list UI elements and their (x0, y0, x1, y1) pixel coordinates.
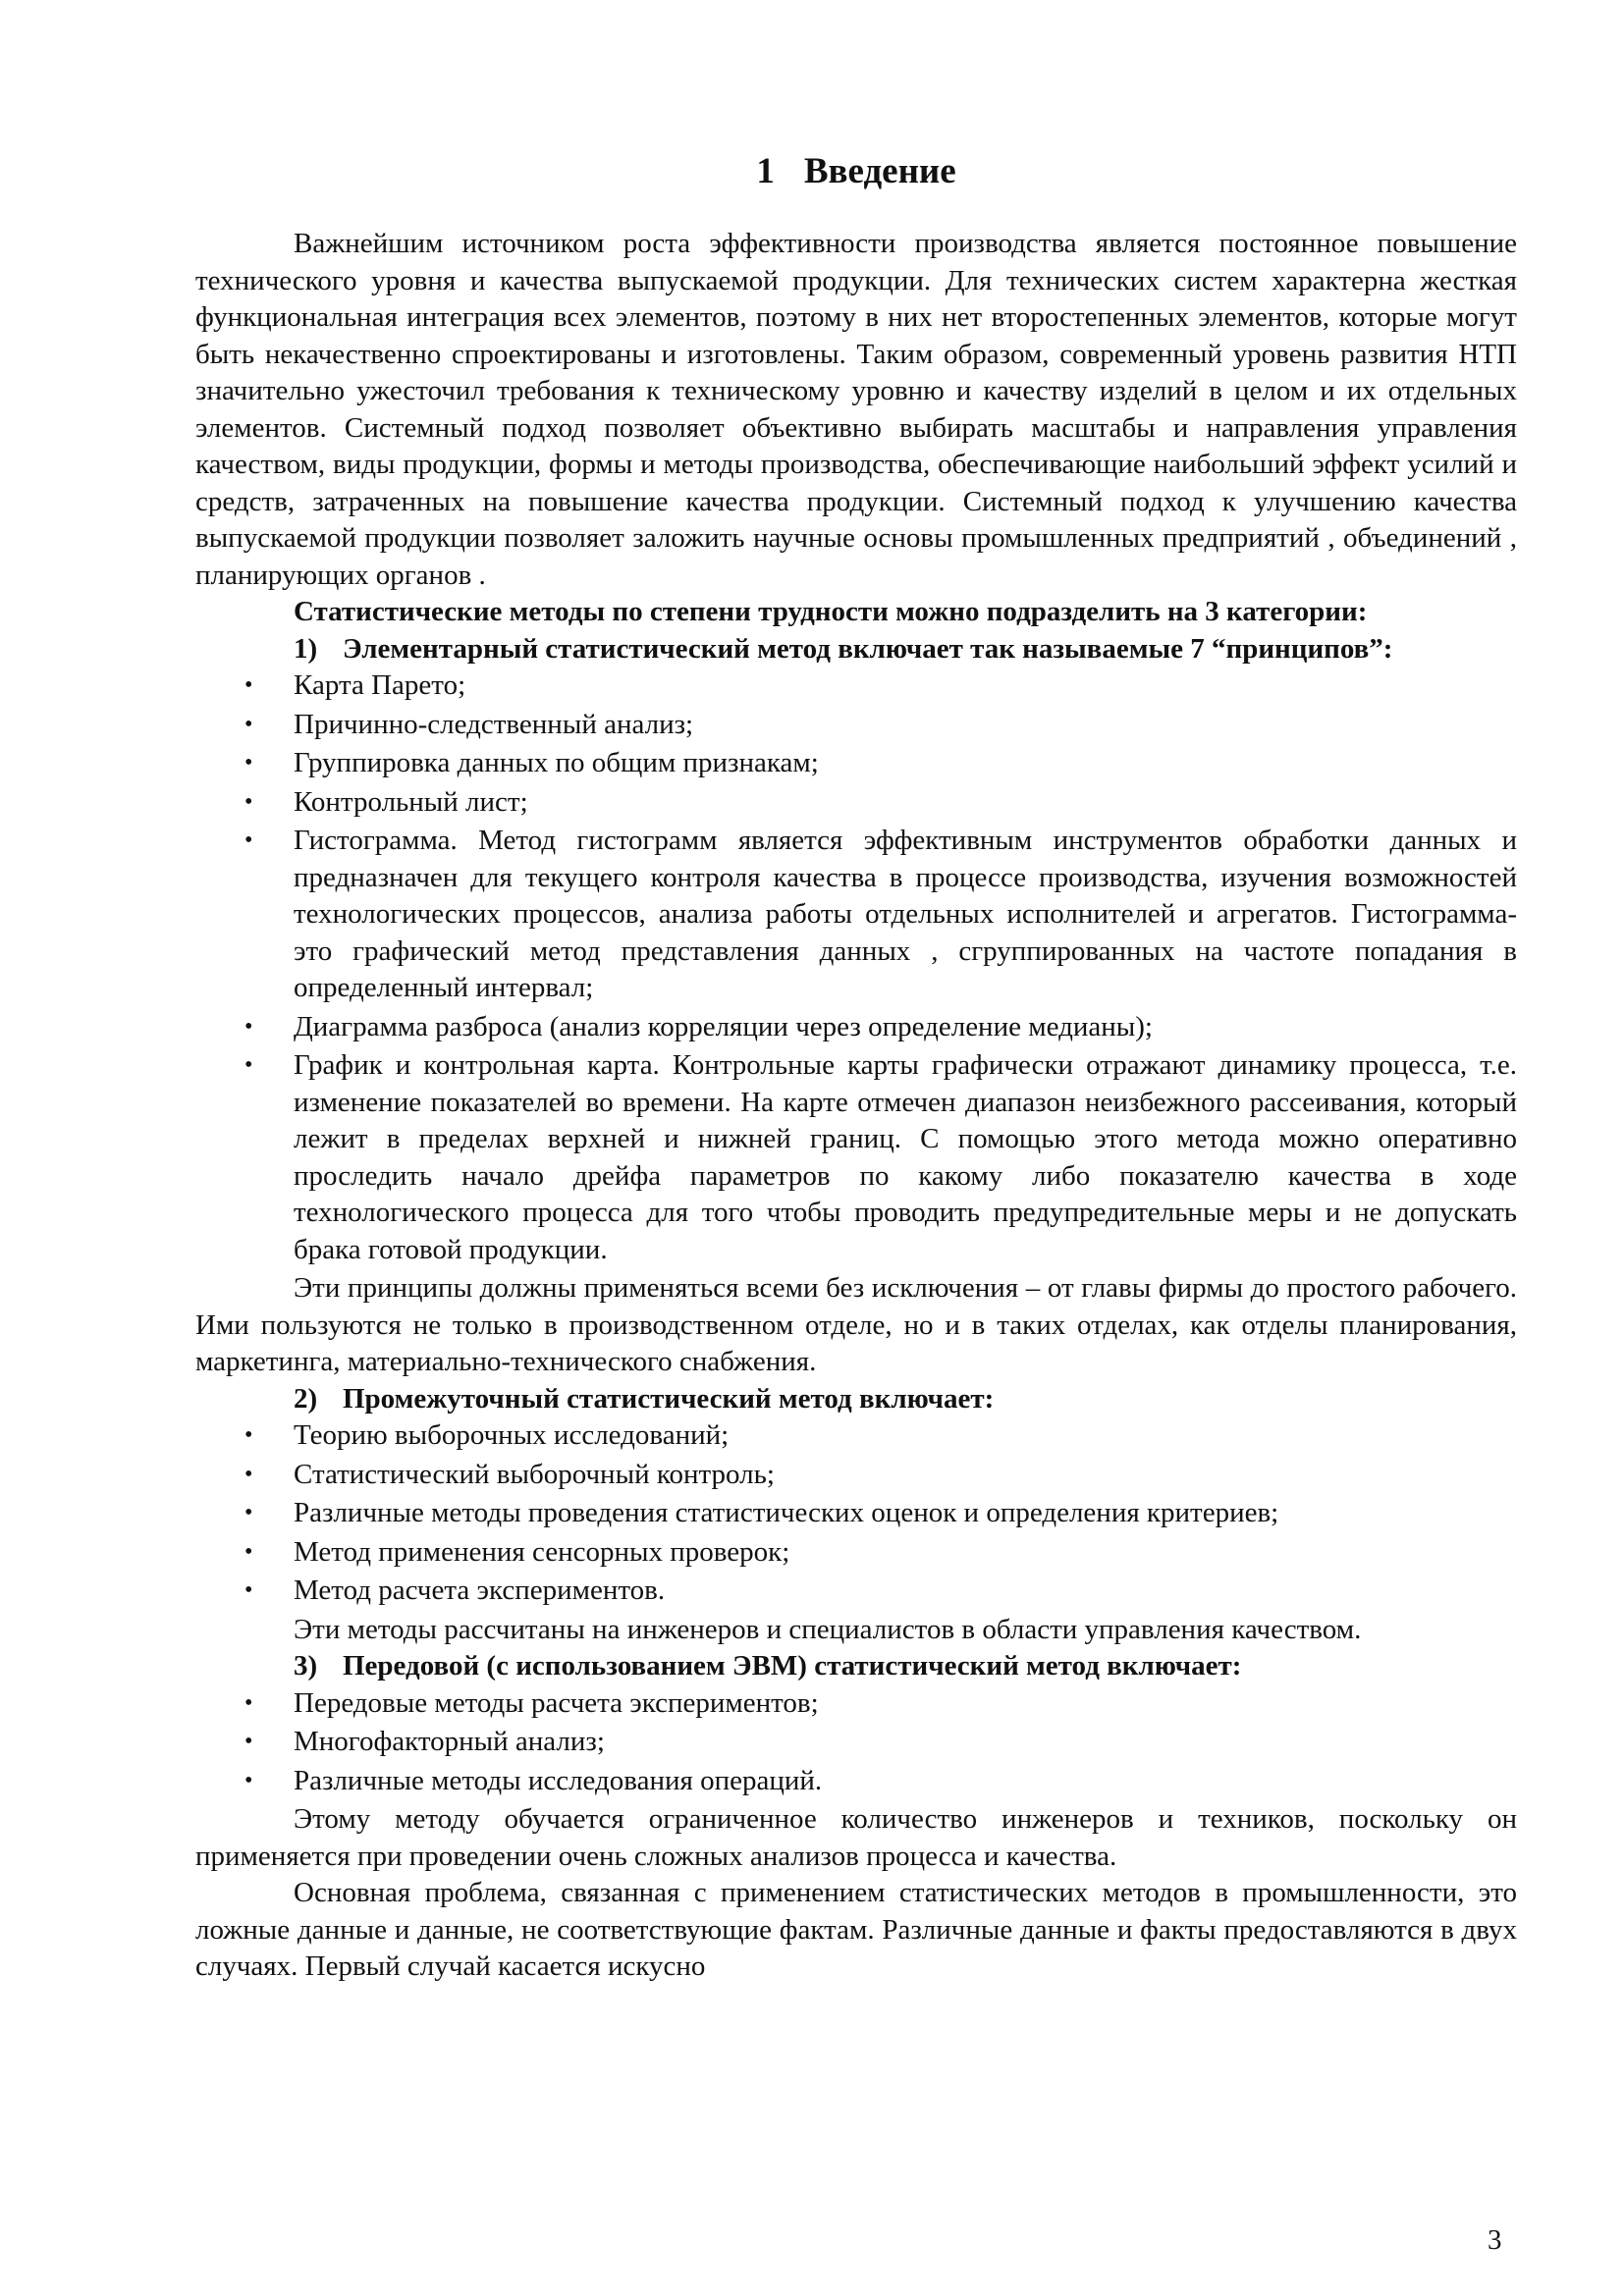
page-content (195, 147, 1517, 1986)
bullet-icon: • (244, 1767, 253, 1793)
bullet-icon: • (244, 1689, 253, 1716)
bullet-icon: • (244, 1052, 253, 1078)
categories-intro: Статистические методы по степени трудности можно подразделить на 3 категории: (294, 596, 1368, 627)
list-item: • Карта Парето; (244, 667, 1517, 705)
section-2-title-text: Промежуточный статистический метод включает: (343, 1382, 995, 1415)
list-item: • Метод применения сенсорных проверок; (244, 1534, 1517, 1572)
section-3-title-text: Передовой (с использованием ЭВМ) статистический метод включает: (343, 1650, 1242, 1682)
section-1-after: Эти принципы должны применяться всеми без исключения – от главы фирмы до простого рабочего. Ими пользуются не только в производственном отделе, но и в таких отделах, как отделы планирования, маркетинга, материально-технического снабжения. (195, 1272, 1517, 1377)
section-2-title (195, 1381, 1517, 1418)
list-item: • График и контрольная карта. Контрольные карты графически отражают динамику процесса, т.е. изменение показателей во времени. На карте отмечен диапазон неизбежного рассеивания, который лежит в пределах верхней и нижней границ. С помощью этого метода можно оперативно проследить начало дрейфа параметров по какому либо показателю качества в ходе технологического процесса для того чтобы проводить предупредительные меры и не допускать брака готовой продукции. (244, 1047, 1517, 1268)
bullet-icon: • (244, 828, 253, 853)
bullet-icon: • (244, 1729, 253, 1754)
section-3-after: Этому методу обучается ограниченное количество инженеров и техников, поскольку он применяется при проведении очень сложных анализов процесса и качества. (195, 1803, 1517, 1872)
bullet-icon: • (244, 788, 253, 815)
bullet-icon: • (244, 1500, 253, 1525)
list-item: • Гистограмма. Метод гистограмм является эффективным инструментов обработки данных и предназначен для текущего контроля качества в процессе производства, изучения возможностей технологических процессов, анализа работы отдельных исполнителей и агрегатов. Гистограмма- это графический метод представления данных , сгруппированных на частоте попадания в определенный интервал; (244, 823, 1517, 1007)
bullet-icon: • (244, 1422, 253, 1448)
chapter-number: 1 (756, 151, 775, 191)
list-item: • Передовые методы расчета экспериментов; (244, 1685, 1517, 1723)
bullet-icon: • (244, 750, 253, 775)
bullet-icon: • (244, 1013, 253, 1040)
page-number: 3 (1488, 2224, 1502, 2256)
list-item: • Метод расчета экспериментов. (244, 1573, 1517, 1610)
section-1-number: 1) (294, 632, 318, 665)
section-3-number: 3) (294, 1650, 318, 1682)
section-1-list (195, 667, 1517, 1268)
list-item: • Теорию выборочных исследований; (244, 1417, 1517, 1455)
list-item: • Статистический выборочный контроль; (244, 1457, 1517, 1494)
intro-paragraph: Важнейшим источником роста эффективности производства является постоянное повышение технического уровня и качества выпускаемой продукции. Для технических систем характерна жесткая функциональная интеграция всех элементов, поэтому в них нет второстепенных элементов, которые могут быть некачественно спроектированы и изготовлены. Таким образом, современный уровень развития НТП значительно ужесточил требования к техническому уровню и качеству изделий в целом и их отдельных элементов. Системный подход позволяет объективно выбирать масштабы и направления управления качеством, виды продукции, формы и методы производства, обеспечивающие наибольший эффект усилий и средств, затраченных на повышение качества продукции. Системный подход к улучшению качества выпускаемой продукции позволяет заложить научные основы промышленных предприятий , объединений , планирующих органов . (195, 228, 1517, 591)
section-1-title (195, 631, 1517, 668)
bullet-icon: • (244, 672, 253, 698)
list-item: • Различные методы проведения статистических оценок и определения критериев; (244, 1495, 1517, 1532)
list-item: • Причинно-следственный анализ; (244, 707, 1517, 744)
section-1-title-text: Элементарный статистический метод включает так называемые 7 “принципов”: (343, 632, 1393, 665)
list-item: • Многофакторный анализ; (244, 1724, 1517, 1761)
list-item: • Группировка данных по общим признакам; (244, 745, 1517, 782)
chapter-title: Введение (803, 151, 956, 191)
bullet-icon: • (244, 1461, 253, 1487)
bullet-icon: • (244, 711, 253, 737)
section-2-list (195, 1417, 1517, 1610)
section-3-title (195, 1648, 1517, 1685)
bullet-icon: • (244, 1538, 253, 1565)
section-2-number: 2) (294, 1382, 318, 1415)
section-3-list (195, 1685, 1517, 1800)
section-2-after: Эти методы рассчитаны на инженеров и специалистов в области управления качеством. (294, 1613, 1362, 1645)
bullet-icon: • (244, 1577, 253, 1603)
list-item: • Контрольный лист; (244, 784, 1517, 822)
chapter-heading (195, 147, 1517, 196)
closing-paragraph: Основная проблема, связанная с применением статистических методов в промышленности, это ложные данные и данные, не соответствующие фактам. Различные данные и факты предоставляются в двух случаях. Первый случай касается искусно (195, 1877, 1517, 1982)
list-item: • Диаграмма разброса (анализ корреляции через определение медианы); (244, 1009, 1517, 1046)
list-item: • Различные методы исследования операций. (244, 1763, 1517, 1800)
